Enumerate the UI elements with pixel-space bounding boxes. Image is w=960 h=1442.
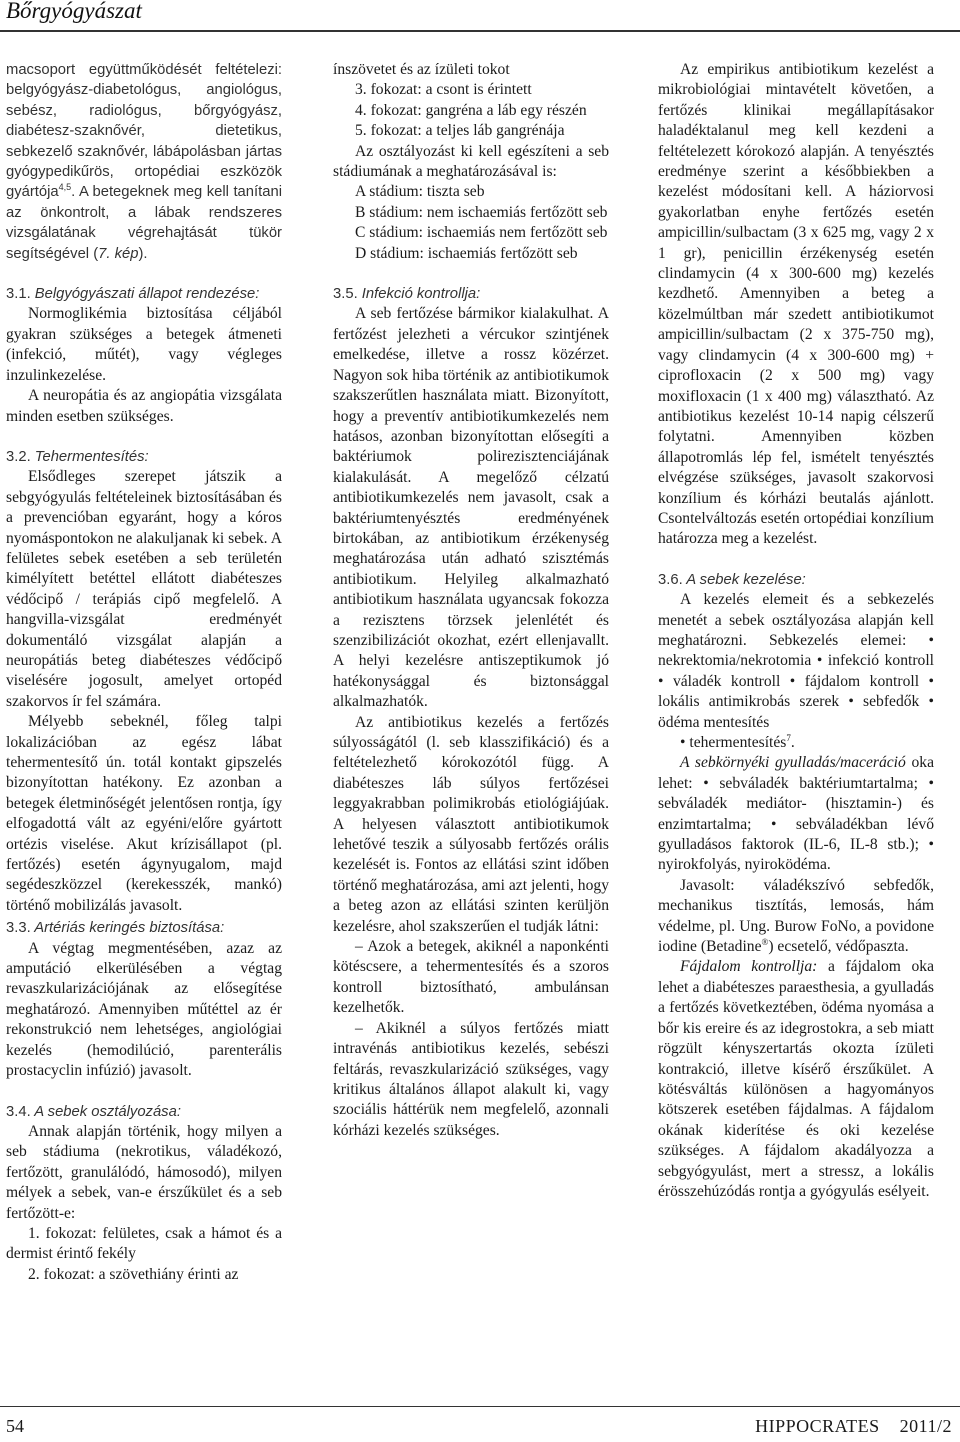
section-heading: 3.6. A sebek kezelése: (658, 571, 806, 588)
list-item: 2. fokozat: a szövethiány érinti az (28, 1265, 239, 1283)
paragraph: • tehermentesítés$^7$. (680, 732, 795, 751)
paragraph: A kezelés elemeit és a sebkezelés menetét a sebek osztályozása alapján kell meghatározni. Sebkezelés elemei: • nekrektomia/nekrotomia • infekció kontroll • váladék kontroll • fájdalom kontroll • lokális antimikrobás szerek • sebfedők • ödéma mentesítés (658, 591, 934, 731)
text-column-1 (6, 60, 282, 1285)
list-item: 3. fokozat: a csont is érintett (355, 81, 532, 99)
paragraph: A végtag megmentésében, azaz az amputáció elkerülésében a végtag revaszkularizációjának az elősegítése meghatározó. Amennyiben műtéttel az ér rekonstrukció nem lehetséges, angiológiai kezelés (hemodilúció, parenterális prostacyclin infúzió) javasolt. (6, 939, 282, 1080)
section-heading: 3.3. Artériás keringés biztosítása: (6, 920, 225, 937)
paragraph: Mélyebb sebeknél, főleg talpi lokalizációban az egész lábat tehermentesítő ún. totál kontakt gipszelés bizonyítottan hatékony. Ez azonban a betegek életminőségét jelentősen rontja, így elfogadottá vált az egyéni/előre gyártott ortézis viselése. Akut krízisállapot (pl. fertőzés) esetén ágynyugalom, majd segédeszközzel (kerekesszék, mankó) történő mobilizálás javasolt. (6, 713, 282, 914)
list-item: – Azok a betegek, akiknél a naponkénti kötéscsere, a tehermentesítés és a szoros kontroll biztosítható, ambulánsan kezelhetők. (333, 938, 609, 1017)
list-item: 5. fokozat: a teljes láb gangrénája (355, 122, 565, 140)
paragraph: Az osztályozást ki kell egészíteni a seb stádiumának a meghatározásával is: (333, 142, 609, 181)
paragraph: A neuropátia és az angiopátia vizsgálata minden esetben szükséges. (6, 387, 282, 425)
footer-divider (0, 1406, 960, 1407)
section-title: Bőrgyógyászat (6, 0, 142, 23)
paragraph: A seb fertőzése bármikor kialakulhat. A fertőzést jelezheti a vércukor szintjének emelkedése, illetve a rossz közérzet. Nagyon sok hiba történik az antibiotikumok szakszerűtlen használata miatt. Bizonyított, hogy a preventív antibiotikumkezelés nem hatásos, azonban bizonyítottan elősegíti a baktériumok polirezisztenciájának kialakulását. A megelőző célzatú antibiotikumkezelés nem javasolt, csak a baktériumtenyésztés eredményének birtokában, az antibiotikum érzékenység meghatározása után adható szisztémás antibiotikum. Helyileg alkalmazható antibiotikum használata ugyancsak fokozza a rezisztens törzsek jelenlétét és szenzibilizációt okozhat, ezért ellenjavallt. A helyi kezelésre antiszeptikumok jó hatékonysággal és biztonsággal alkalmazhatók. (333, 305, 609, 711)
paragraph: A sebkörnyéki gyulladás/maceráció oka lehet: • sebváladék baktériumtartalma; • sebváladék mediátor- (hisztamin-) és enzimtartalma; • sebváladékban lévő gyulladásos faktorok (IL-6, IL-8 stb.); • nyirokfolyás, nyiroködéma. (658, 754, 935, 874)
section-heading: 3.2. Tehermentesítés: (6, 448, 149, 465)
page-number: 54 (6, 1416, 24, 1436)
list-item: D stádium: ischaemiás fertőzött seb (355, 244, 578, 262)
list-item: – Akiknél a súlyos fertőzés miatt intravénás antibiotikus kezelés, sebészi feltárás, revaszkularizáció szükséges, vagy kritikus általános állapot alakult ki, vagy szociális háttérük nem megfelelő, azonnali kórházi kezelés szükséges. (333, 1019, 609, 1139)
paragraph: Elsődleges szerepet játszik a sebgyógyulás feltételeinek biztosításában és a prevencióban egyaránt, hogy a kóros nyomáspontokon ne alakuljanak ki sebek. A felületes sebek esetében a seb területén kimélyített betéttel ellátott diabéteszes védőcipő / terápiás cipő megfelelő. A hangvilla-vizsgálat eredményét dokumentáló vizsgálat alapján a neuropátiás beteg diabéteszes védőcipő viselésére jogosult, amelyet ortopéd szakorvos ír fel számára. (6, 468, 282, 710)
paragraph: Annak alapján történik, hogy milyen a seb stádiuma (nekrotikus, váladékozó, fertőzött, granulálódó, hámosodó), milyen mélyek a sebek, van-e érszűkület és a seb fertőzött-e: (6, 1122, 282, 1222)
journal-issue: HIPPOCRATES 2011/2 (755, 1416, 952, 1436)
list-item: C stádium: ischaemiás nem fertőzött seb (355, 224, 608, 242)
text-column-3 (658, 60, 934, 1202)
paragraph: Az empirikus antibiotikum kezelést a mikrobiológiai mintavételt követően, a fertőzés klinikai megállapításakor haladéktalanul meg kell kezdeni a feltételezett kórokozó alapján. A tenyésztés eredménye szerint a későbbiekben a kezelést módosítani kell. A háziorvosi gyakorlatban enyhe fertőzés esetén ampicillin/sulbactam (3 x 625 mg, vagy 2 x 1 gr), penicillin érzékenység esetén clindamycin (4 x 300-600 mg) kezelés kezdhető. Amennyiben a beteg a közelmúltban már szedett antibiotikumot ampicillin/sulbactam (2 x 375-750 mg), vagy clindamycin (4 x 300-600 mg) + ciprofloxacin (2 x 500 mg) vagy moxifloxacin (1 x 400 mg) választható. Az antibiotikus kezelést 10-14 napig célszerű folytatni. Amennyiben közben állapotromlás lép fel, ismételt tenyésztés elvégzése szükséges, javasolt szakorvosi konzílium és kórházi beutalás ajánlott. Csontelváltozás esetén ortopédiai konzílium határozza meg a kezelést. (658, 61, 934, 548)
paragraph: Javasolt: váladékszívó sebfedők, mechanikus tisztítás, lemosás, hám védelme, pl. Ung. Burow FoNo, a povidone iodine (Betadine®) ecsetelő, védőpaszta. (658, 876, 934, 956)
paragraph: Fájdalom kontrollja: a fájdalom oka lehet a diabéteszes paraesthesia, a gyulladás a fertőzés következtében, ödéma nyomása a bőr kis ereire és az idegrostokra, a seb miatt rögzült kényszertartás okozta ízületi kontrakció, illetve kísérő érszűkület. A kötésváltás különösen a hagyományos kötszerek esetében fájdalmas. A fájdalom okának kiderítése és oki kezelése szükséges. A fájdalom akadályozza a sebgyógyulást, mert a stressz, a lokális érösszehúzódás rontja a gyógyulás esélyeit. (658, 958, 934, 1200)
section-heading: 3.5. Infekció kontrollja: (333, 286, 481, 303)
text-column-2 (333, 60, 609, 1141)
running-header (0, 0, 960, 30)
paragraph: Az antibiotikus kezelés a fertőzés súlyosságától (l. seb klasszifikáció) és a feltételezhető kórokozótól függ. A diabéteszes láb súlyos fertőzései leggyakrabban polimikrobás etiológiájúak. A helyesen választott antibiotikumok lehetővé teszik a súlyosabb fertőzés orális kezelését is. Fontos az ellátási szint időben történő meghatározása, ami azt jelenti, hogy a beteg azon az ellátási szinten kerüljön kezelésre, ahol szakszerűen el tudják látni: (333, 713, 609, 935)
list-item: B stádium: nem ischaemiás fertőzött seb (355, 203, 608, 221)
list-item: ínszövetet és az ízületi tokot (333, 61, 510, 78)
list-item: A stádium: tiszta seb (355, 183, 485, 201)
section-heading: 3.4. A sebek osztályozása: (6, 1103, 181, 1120)
list-item: 1. fokozat: felületes, csak a hámot és a dermist érintő fekély (6, 1224, 282, 1263)
section-heading: 3.1. Belgyógyászati állapot rendezése: (6, 286, 260, 303)
paragraph: Normoglikémia biztosítása céljából gyakran szükséges a betegek átmeneti (infekció, műtét), vagy végleges inzulinkezelése. (6, 305, 282, 384)
header-divider (0, 30, 960, 32)
paragraph: macsoport együttműködését feltételezi: belgyógyász-diabetológus, angiológus, sebész, radiológus, bőrgyógyász, diabétesz-szaknővér, dietetikus, sebkezelő szaknővér, lábápolásban jártas gyógypedikűrös, ortopédiai eszközök gyártója$^{4,5}$. A betegeknek meg kell tanítani az önkontrolt, a lábak rendszeres vizsgálatának végrehajtását tükör segítségével (7. kép). (6, 62, 282, 262)
list-item: 4. fokozat: gangréna a láb egy részén (355, 101, 587, 119)
